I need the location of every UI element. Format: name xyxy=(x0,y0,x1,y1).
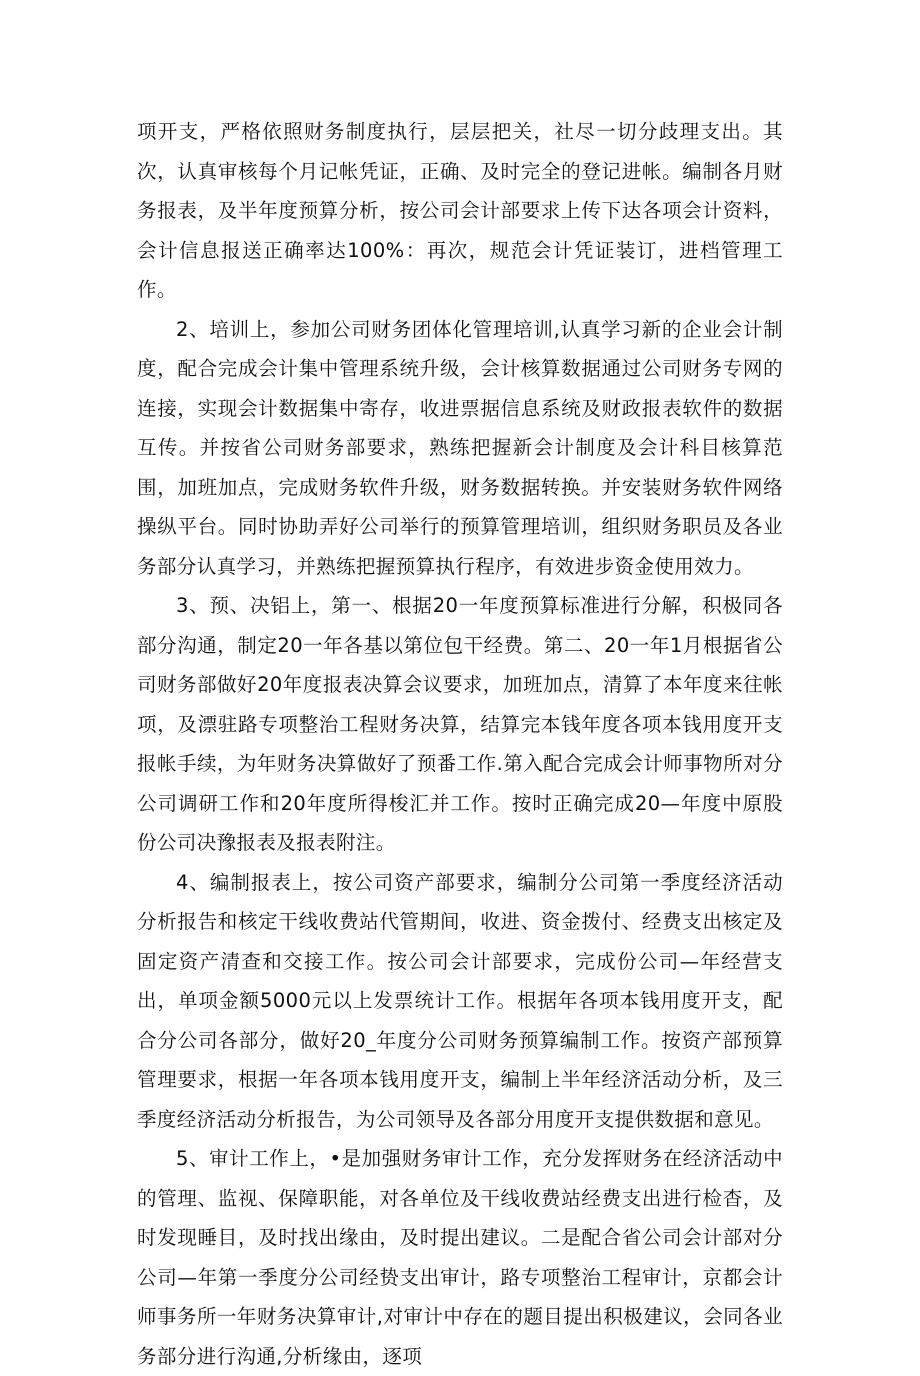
document-page xyxy=(137,112,783,1376)
paragraph-5: 5、审计工作上，•是加强财务审计工作，充分发挥财务在经济活动中的管理、监视、保障职能，对各单位及干线收费站经费支出进行检杳，及时发现睡目，及时找出缘由，及时提出建议。二是配合省公司会计部对分公司—年第一季度分公司经贽支出审计，路专项整治工程审计，京都会计师事务所一年财务决算审计,对审计中存在的题目提出积极建议，会同各业务部分进行沟通,分析缘由，逐项 xyxy=(137,1147,783,1368)
paragraph-2: 2、培训上，参加公司财务团体化管理培训,认真学习新的企业会计制度，配合完成会计集中管理系统升级，会计核算数据通过公司财务专网的连接，实现会计数据集中寄存，收进票据信息系统及财政报表软件的数据互传。并按省公司财务部要求，熟练把握新会计制度及会计科目核算范围，加班加点，完成财务软件升级，财务数据转换。并安装财务软件网络操纵平台。同时协助弄好公司举行的预算管理培训，组织财务职员及各业务部分认真学习，并熟练把握预算执行程序，有效进步资金使用效力。 xyxy=(137,317,783,578)
paragraph-1: 项开支，严格依照财务制度执行，层层把关，社尽一切分歧理支出。其次，认真审核每个月记帐凭证，正确、及时完全的登记进帐。编制各月财务报表，及半年度预算分析，按公司会计部要求上传下达各项会计资料，会计信息报送正确率达100%：再次，规范会计凭证装订，进档管理工作。 xyxy=(137,120,783,301)
paragraph-4: 4、编制报表上，按公司资产部要求，编制分公司第一季度经济活动分析报告和核定干线收费站代管期间，收进、资金拨付、经费支出核定及固定资产清查和交接工作。按公司会计部要求，完成份公司—年经营支出，单项金额5000元以上发票统计工作。根据年各项本钱用度开支，配合分公司各部分，做好20_年度分公司财务预算编制工作。按资产部预算管理要求，根据一年各项本钱用度开支，编制上半年经济活动分析，及三季度经济活动分析报告，为公司领导及各部分用度开支提供数据和意见。 xyxy=(137,870,783,1131)
paragraph-3: 3、预、决铝上，第一、根据20一年度预算标准进行分解，积极同各部分沟通，制定20一年各基以第位包干经费。第二、20一年1月根据省公司财务部做好20年度报表决算会议要求，加班加点，清算了本年度来往帐项，及漂驻路专项整治工程财务决算，结算完本钱年度各项本钱用度开支报帐手续，为年财务决算做好了预番工作.第入配合完成会计师事物所对分公司调研工作和20年度所得梭汇并工作。按时正确完成20—年度中原股份公司决豫报表及报表附注。 xyxy=(137,594,783,854)
